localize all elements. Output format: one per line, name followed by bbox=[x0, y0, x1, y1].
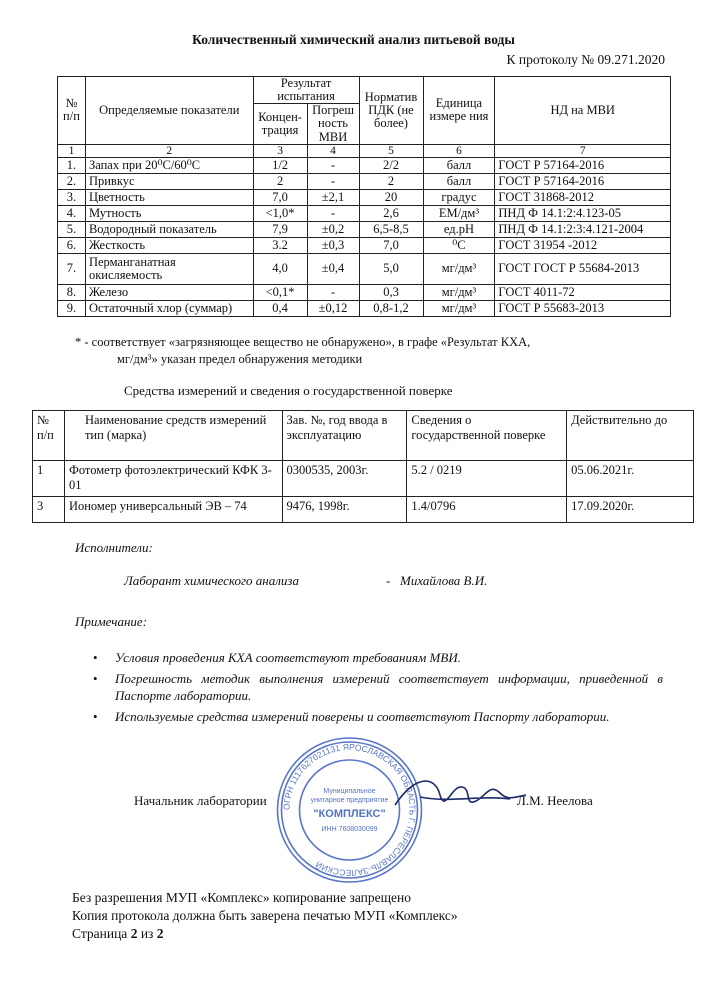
list-item bbox=[93, 650, 663, 667]
performer-role: Лаборант химического анализа bbox=[124, 573, 299, 588]
column-index: 4 bbox=[307, 144, 359, 157]
row-nd: ГОСТ Р 57164-2016 bbox=[495, 173, 671, 189]
row-norm: 0,8-1,2 bbox=[359, 300, 423, 316]
header-result-group: Результат испытания bbox=[253, 77, 359, 104]
signature-mark bbox=[390, 765, 530, 825]
table-row bbox=[58, 300, 671, 316]
instr-header-valid: Действительно до bbox=[567, 411, 694, 461]
row-norm: 2,6 bbox=[359, 205, 423, 221]
note-text: Погрешность методик выполнения измерений соответствует информации, приведенной в Паспорте лаборатории. bbox=[115, 670, 663, 703]
page-mid: из bbox=[137, 926, 157, 941]
performers-label: Исполнители: bbox=[75, 540, 153, 555]
row-error: - bbox=[307, 173, 359, 189]
table-row bbox=[58, 253, 671, 284]
header-unit: Единица измере ния bbox=[423, 77, 495, 145]
stamp-center bbox=[311, 788, 389, 833]
row-error: ±0,4 bbox=[307, 253, 359, 284]
row-error: ±0,3 bbox=[307, 237, 359, 253]
row-no: 1. bbox=[58, 157, 86, 173]
row-unit: ЕМ/дм³ bbox=[423, 205, 495, 221]
row-nd: ГОСТ 31954 -2012 bbox=[495, 237, 671, 253]
row-no: 9. bbox=[58, 300, 86, 316]
row-norm: 2/2 bbox=[359, 157, 423, 173]
performer-dash: - bbox=[386, 573, 391, 588]
stamp-line-3: "КОМПЛЕКС" bbox=[313, 808, 386, 820]
bullet-icon: • bbox=[93, 670, 98, 686]
row-conc: 4,0 bbox=[253, 253, 307, 284]
row-nd: ГОСТ Р 55683-2013 bbox=[495, 300, 671, 316]
table-row bbox=[33, 497, 694, 523]
row-conc: 2 bbox=[253, 173, 307, 189]
table-row bbox=[58, 205, 671, 221]
note-text: Условия проведения КХА соответствуют требованиям МВИ. bbox=[115, 650, 461, 665]
row-unit: мг/дм³ bbox=[423, 300, 495, 316]
notes-list bbox=[93, 650, 663, 730]
row-no: 5. bbox=[58, 221, 86, 237]
footnote-line-2: мг/дм³» указан предел обнаружения методики bbox=[117, 351, 363, 366]
header-nd: НД на МВИ bbox=[495, 77, 671, 145]
column-index: 6 bbox=[423, 144, 495, 157]
row-error: ±2,1 bbox=[307, 189, 359, 205]
list-item bbox=[93, 709, 663, 726]
instr-name: Фотометр фотоэлектрический КФК 3-01 bbox=[64, 461, 282, 497]
row-norm: 0,3 bbox=[359, 284, 423, 300]
head-of-lab-name: Л.М. Неелова bbox=[517, 793, 593, 808]
bullet-icon: • bbox=[93, 708, 98, 724]
row-norm: 7,0 bbox=[359, 237, 423, 253]
row-norm: 20 bbox=[359, 189, 423, 205]
instr-verification: 1.4/0796 bbox=[407, 497, 567, 523]
row-conc: 3.2 bbox=[253, 237, 307, 253]
page-prefix: Страница bbox=[72, 926, 131, 941]
instruments-heading: Средства измерений и сведения о государственной поверке bbox=[124, 383, 453, 398]
instr-valid: 17.09.2020г. bbox=[567, 497, 694, 523]
row-indicator: Перманганатная окисляемость bbox=[85, 253, 253, 284]
row-indicator: Остаточный хлор (суммар) bbox=[85, 300, 253, 316]
row-error: - bbox=[307, 205, 359, 221]
row-norm: 5,0 bbox=[359, 253, 423, 284]
row-error: - bbox=[307, 284, 359, 300]
row-nd: ГОСТ 4011-72 bbox=[495, 284, 671, 300]
instr-no: 1 bbox=[33, 461, 65, 497]
row-unit: мг/дм³ bbox=[423, 253, 495, 284]
row-indicator: Мутность bbox=[85, 205, 253, 221]
table-row bbox=[33, 461, 694, 497]
analysis-table bbox=[57, 76, 671, 317]
row-conc: <1,0* bbox=[253, 205, 307, 221]
column-index: 7 bbox=[495, 144, 671, 157]
stamp-line-2: унитарное предприятие bbox=[310, 797, 389, 804]
header-indicator: Определяемые показатели bbox=[85, 77, 253, 145]
row-norm: 2 bbox=[359, 173, 423, 189]
bullet-icon: • bbox=[93, 650, 98, 665]
row-indicator: Цветность bbox=[85, 189, 253, 205]
footnote-line-1: * - соответствует «загрязняющее вещество не обнаружено», в графе «Результат КХА, bbox=[75, 335, 531, 349]
row-unit: ⁰С bbox=[423, 237, 495, 253]
performer-name: Михайлова В.И. bbox=[400, 573, 488, 588]
row-unit: балл bbox=[423, 157, 495, 173]
row-no: 4. bbox=[58, 205, 86, 221]
row-indicator: Запах при 20⁰С/60⁰С bbox=[85, 157, 253, 173]
table-row bbox=[58, 173, 671, 189]
row-conc: <0,1* bbox=[253, 284, 307, 300]
instr-valid: 05.06.2021г. bbox=[567, 461, 694, 497]
column-index: 2 bbox=[85, 144, 253, 157]
row-unit: мг/дм³ bbox=[423, 284, 495, 300]
note-text: Используемые средства измерений поверены и соответствуют Паспорту лаборатории. bbox=[115, 708, 610, 724]
row-unit: градус bbox=[423, 189, 495, 205]
list-item bbox=[93, 671, 663, 705]
stamp-line-4: ИНН 7608030099 bbox=[321, 826, 378, 833]
header-norm: Норматив ПДК (не более) bbox=[359, 77, 423, 145]
instr-verification: 5.2 / 0219 bbox=[407, 461, 567, 497]
column-index: 1 bbox=[58, 144, 86, 157]
protocol-reference: К протоколу № 09.271.2020 bbox=[506, 52, 665, 67]
row-conc: 7,9 bbox=[253, 221, 307, 237]
instr-header-name: Наименование средств измерений тип (марка) bbox=[64, 411, 282, 461]
stamp-ring-textpath: ОГРН 1117627021131 ЯРОСЛАВСКАЯ ОБЛАСТЬ Г. ПЕРЕСЛАВЛЬ-ЗАЛЕССКИЙ bbox=[281, 741, 418, 879]
table-row bbox=[58, 237, 671, 253]
row-indicator: Водородный показатель bbox=[85, 221, 253, 237]
row-conc: 7,0 bbox=[253, 189, 307, 205]
analysis-header-row bbox=[58, 77, 671, 104]
row-nd: ПНД Ф 14.1:2:4.123-05 bbox=[495, 205, 671, 221]
row-nd: ГОСТ Р 57164-2016 bbox=[495, 157, 671, 173]
row-no: 3. bbox=[58, 189, 86, 205]
column-index: 3 bbox=[253, 144, 307, 157]
row-indicator: Жесткость bbox=[85, 237, 253, 253]
header-error: Погреш ность МВИ bbox=[307, 104, 359, 144]
instr-no: 3 bbox=[33, 497, 65, 523]
instr-header-no: № п/п bbox=[33, 411, 65, 461]
document-title: Количественный химический анализ питьевой воды bbox=[192, 32, 515, 47]
note-label: Примечание: bbox=[75, 614, 148, 629]
row-error: - bbox=[307, 157, 359, 173]
row-nd: ГОСТ 31868-2012 bbox=[495, 189, 671, 205]
page-current: 2 bbox=[130, 926, 138, 941]
footer-certification-notice: Копия протокола должна быть заверена печатью МУП «Комплекс» bbox=[72, 908, 458, 923]
row-no: 2. bbox=[58, 173, 86, 189]
footnote bbox=[75, 334, 635, 368]
page-total: 2 bbox=[156, 926, 164, 941]
row-no: 8. bbox=[58, 284, 86, 300]
table-row bbox=[58, 189, 671, 205]
row-conc: 0,4 bbox=[253, 300, 307, 316]
row-nd: ПНД Ф 14.1:2:3:4.121-2004 bbox=[495, 221, 671, 237]
instr-name: Иономер универсальный ЭВ – 74 bbox=[64, 497, 282, 523]
column-index-row bbox=[58, 144, 671, 157]
table-row bbox=[58, 221, 671, 237]
instruments-header-row bbox=[33, 411, 694, 461]
row-no: 7. bbox=[58, 253, 86, 284]
header-conc: Концен-трация bbox=[253, 104, 307, 144]
row-unit: ед.рН bbox=[423, 221, 495, 237]
header-no: № п/п bbox=[58, 77, 86, 145]
instr-serial: 0300535, 2003г. bbox=[282, 461, 407, 497]
instruments-table bbox=[32, 410, 694, 523]
row-error: ±0,2 bbox=[307, 221, 359, 237]
row-indicator: Железо bbox=[85, 284, 253, 300]
row-unit: балл bbox=[423, 173, 495, 189]
row-norm: 6,5-8,5 bbox=[359, 221, 423, 237]
signature-stroke bbox=[395, 781, 526, 805]
instr-serial: 9476, 1998г. bbox=[282, 497, 407, 523]
row-conc: 1/2 bbox=[253, 157, 307, 173]
instr-header-serial: Зав. №, год ввода в эксплуатацию bbox=[282, 411, 407, 461]
table-row bbox=[58, 284, 671, 300]
row-no: 6. bbox=[58, 237, 86, 253]
footer-copy-notice: Без разрешения МУП «Комплекс» копирование запрещено bbox=[72, 890, 412, 905]
row-error: ±0,12 bbox=[307, 300, 359, 316]
row-indicator: Привкус bbox=[85, 173, 253, 189]
row-nd: ГОСТ ГОСТ Р 55684-2013 bbox=[495, 253, 671, 284]
page-number bbox=[72, 926, 164, 942]
instr-header-verification: Сведения о государственной поверке bbox=[407, 411, 567, 461]
column-index: 5 bbox=[359, 144, 423, 157]
stamp-line-1: Муниципальное bbox=[323, 788, 376, 795]
head-of-lab-label: Начальник лаборатории bbox=[134, 793, 267, 808]
table-row bbox=[58, 157, 671, 173]
